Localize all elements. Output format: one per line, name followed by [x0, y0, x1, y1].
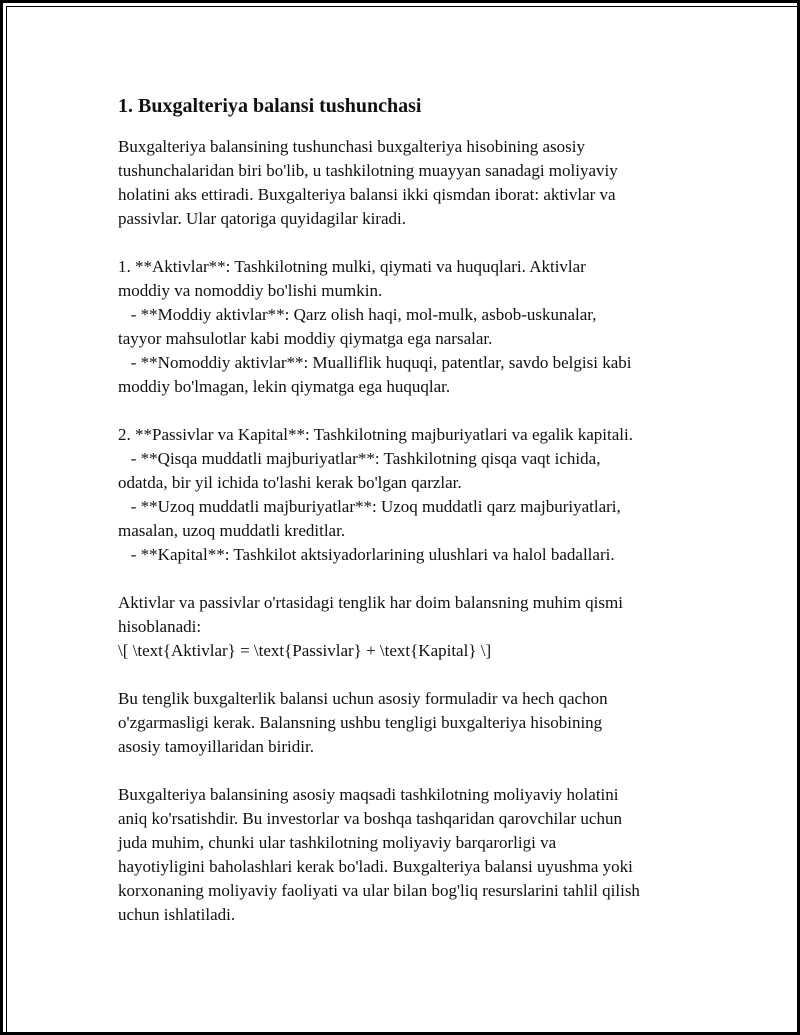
text-line: uchun ishlatiladi. [118, 905, 236, 924]
paragraph-intro [118, 135, 698, 231]
text-line: tushunchalaridan biri bo'lib, u tashkilotning muayyan sanadagi moliyaviy [118, 161, 618, 180]
text-line: aniq ko'rsatishdir. Bu investorlar va boshqa tashqaridan qarovchilar uchun [118, 809, 622, 828]
paragraph-formula-note [118, 687, 698, 759]
text-line: juda muhim, chunki ular tashkilotning moliyaviy barqarorligi va [118, 833, 557, 852]
paragraph-purpose [118, 783, 698, 927]
text-line: moddiy va nomoddiy bo'lishi mumkin. [118, 281, 383, 300]
text-line: 1. **Aktivlar**: Tashkilotning mulki, qiymati va huquqlari. Aktivlar [118, 257, 586, 276]
text-line: moddiy bo'lmagan, lekin qiymatga ega huquqlar. [118, 377, 451, 396]
text-line: korxonaning moliyaviy faoliyati va ular bilan bog'liq resurslarini tahlil qilish [118, 881, 640, 900]
text-line: o'zgarmasligi kerak. Balansning ushbu tengligi buxgalteriya hisobining [118, 713, 603, 732]
text-line: holatini aks ettiradi. Buxgalteriya balansi ikki qismdan iborat: aktivlar va [118, 185, 616, 204]
text-line: tayyor mahsulotlar kabi moddiy qiymatga ega narsalar. [118, 329, 493, 348]
text-line: - **Moddiy aktivlar**: Qarz olish haqi, mol-mulk, asbob-uskunalar, [118, 305, 597, 324]
document-body [118, 93, 698, 951]
paragraph-aktivlar [118, 255, 698, 399]
paragraph-equation [118, 591, 698, 663]
text-line: hayotiyligini baholashlari kerak bo'ladi. Buxgalteriya balansi uyushma yoki [118, 857, 633, 876]
text-line: - **Uzoq muddatli majburiyatlar**: Uzoq muddatli qarz majburiyatlari, [118, 497, 621, 516]
text-line: Bu tenglik buxgalterlik balansi uchun asosiy formuladir va hech qachon [118, 689, 608, 708]
text-line: hisoblanadi: [118, 617, 202, 636]
text-line: Buxgalteriya balansining asosiy maqsadi tashkilotning moliyaviy holatini [118, 785, 619, 804]
text-line: passivlar. Ular qatoriga quyidagilar kiradi. [118, 209, 406, 228]
equation-line: \[ \text{Aktivlar} = \text{Passivlar} + \text{Kapital} \] [118, 641, 492, 660]
text-line: asosiy tamoyillaridan biridir. [118, 737, 314, 756]
document-title: 1. Buxgalteriya balansi tushunchasi [118, 95, 422, 117]
text-line: masalan, uzoq muddatli kreditlar. [118, 521, 346, 540]
text-line: Buxgalteriya balansining tushunchasi buxgalteriya hisobining asosiy [118, 137, 585, 156]
text-line: - **Nomoddiy aktivlar**: Mualliflik huquqi, patentlar, savdo belgisi kabi [118, 353, 632, 372]
text-line: odatda, bir yil ichida to'lashi kerak bo'lgan qarzlar. [118, 473, 462, 492]
paragraph-passivlar [118, 423, 698, 567]
text-line: 2. **Passivlar va Kapital**: Tashkilotning majburiyatlari va egalik kapitali. [118, 425, 633, 444]
text-line: - **Kapital**: Tashkilot aktsiyadorlarining ulushlari va halol badallari. [118, 545, 615, 564]
text-line: Aktivlar va passivlar o'rtasidagi tenglik har doim balansning muhim qismi [118, 593, 623, 612]
text-line: - **Qisqa muddatli majburiyatlar**: Tashkilotning qisqa vaqt ichida, [118, 449, 601, 468]
